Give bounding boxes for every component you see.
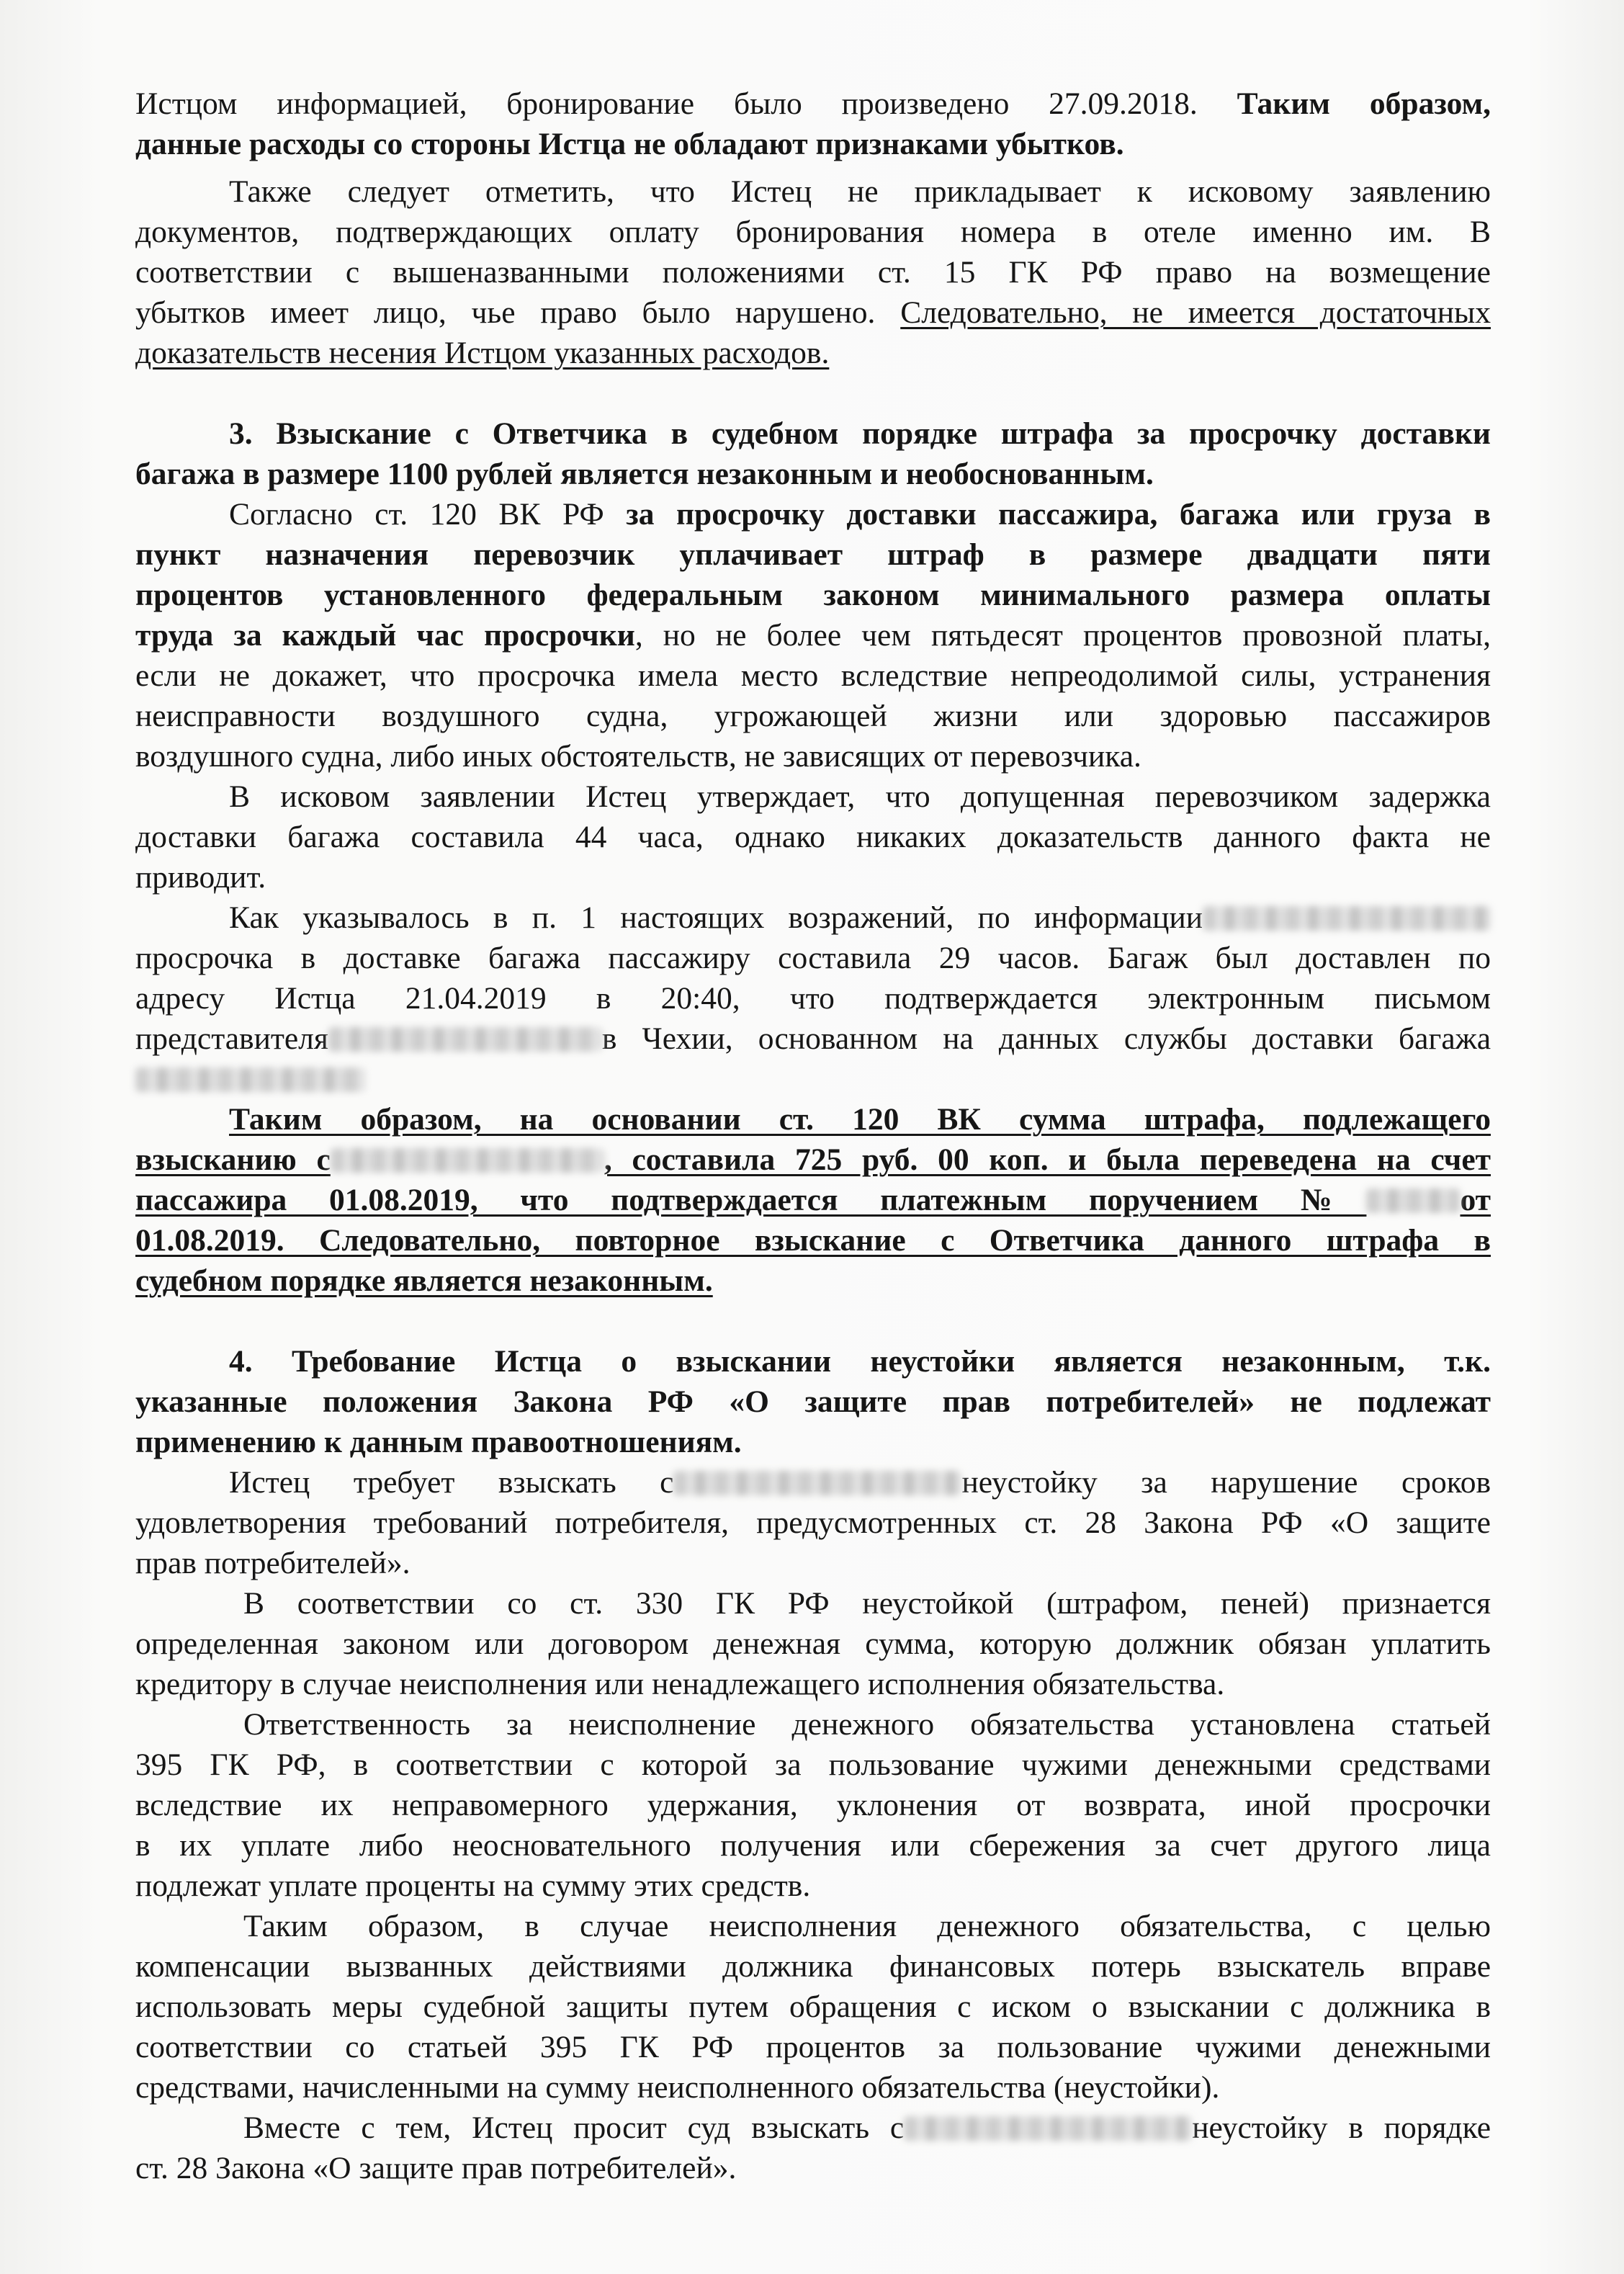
section-heading: 4. Требование Истца о взыскании неустойки является незаконным, т.к. (229, 1344, 1491, 1379)
redacted-blur (135, 1067, 366, 1092)
bold-text-line: данные расходы со стороны Истца не обладают признаками убытков. (135, 127, 1124, 161)
text-line (135, 1019, 1491, 1059)
text-run: , но не более чем пятьдесят процентов провозной платы, (634, 618, 1491, 653)
paragraph-line: определенная законом или договором денежная сумма, которую должник обязан уплатить (135, 1626, 1491, 1661)
paragraph-line: использовать меры судебной защиты путем обращения с иском о взыскании с должника в (135, 1989, 1491, 2024)
section-heading: указанные положения Закона РФ «О защите прав потребителей» не подлежат (135, 1384, 1491, 1419)
redacted-blur (1203, 906, 1491, 931)
bold-text: Таким образом, (1237, 86, 1491, 121)
paragraph-line: соответствии с вышеназванными положениями ст. 15 ГК РФ право на возмещение (135, 255, 1491, 290)
paragraph-line: воздушного судна, либо иных обстоятельств, не зависящих от перевозчика. (135, 739, 1141, 774)
text-line (229, 897, 1491, 938)
paragraph-line: доставки багажа составила 44 часа, однако никаких доказательств данного факта не (135, 820, 1491, 854)
paragraph-line: адресу Истца 21.04.2019 в 20:40, что подтверждается электронным письмом (135, 981, 1491, 1016)
paragraph-line: если не докажет, что просрочка имела место вследствие непреодолимой силы, устранения (135, 658, 1491, 693)
paragraph-line: компенсации вызванных действиями должника финансовых потерь взыскатель вправе (135, 1949, 1491, 1984)
redacted-blur (673, 1471, 961, 1495)
text-line (229, 1099, 1491, 1140)
text-line (135, 1220, 1491, 1261)
paragraph-line: Таким образом, в случае неисполнения денежного обязательства, с целью (243, 1909, 1491, 1943)
text-line (135, 1180, 1491, 1220)
paragraph-line: В исковом заявлении Истец утверждает, что допущенная перевозчиком задержка (229, 779, 1491, 814)
redacted-blur (328, 1027, 602, 1052)
bold-text: труда за каждый час просрочки (135, 618, 635, 653)
paragraph-line: ст. 28 Закона «О защите прав потребителей». (135, 2151, 737, 2185)
bold-underlined-text: судебном порядке является незаконным. (135, 1263, 713, 1298)
text-run: Истец требует взыскать с (229, 1465, 674, 1500)
bold-text-line: процентов установленного федеральным законом минимального размера оплаты (135, 578, 1491, 612)
bold-text-line: пункт назначения перевозчик уплачивает штраф в размере двадцати пяти (135, 537, 1491, 572)
paragraph-line: приводит. (135, 860, 266, 895)
paragraph-line: удовлетворения требований потребителя, предусмотренных ст. 28 Закона РФ «О защите (135, 1505, 1491, 1540)
text-run: Как указывалось в п. 1 настоящих возражений, по информации (229, 900, 1203, 935)
bold-underlined-text: от (1460, 1183, 1491, 1217)
paragraph-line: подлежат уплате проценты на сумму этих средств. (135, 1868, 811, 1903)
text-line (135, 1261, 1491, 1301)
section-heading: применению к данным правоотношениям. (135, 1425, 742, 1459)
paragraph-line: вследствие их неправомерного удержания, уклонения от возврата, иной просрочки (135, 1788, 1491, 1822)
text-line (229, 1462, 1491, 1503)
paragraph-line: кредитору в случае неисполнения или ненадлежащего исполнения обязательства. (135, 1667, 1225, 1701)
text-run: Вместе с тем, Истец просит суд взыскать с (243, 2110, 905, 2145)
paragraph-line: просрочка в доставке багажа пассажиру составила 29 часов. Багаж был доставлен по (135, 941, 1491, 975)
paragraph-line: Также следует отметить, что Истец не прикладывает к исковому заявлению (229, 174, 1491, 209)
text-run: Согласно ст. 120 ВК РФ (229, 497, 627, 532)
bold-underlined-text: пассажира 01.08.2019, что подтверждается платежным поручением № (135, 1183, 1367, 1217)
redacted-blur (331, 1148, 604, 1173)
paragraph-line: прав потребителей». (135, 1546, 411, 1580)
text-line (135, 84, 1491, 124)
text-run: неустойку за нарушение сроков (961, 1465, 1491, 1500)
section-heading: багажа в размере 1100 рублей является незаконным и необоснованным. (135, 457, 1154, 491)
text-line (135, 615, 1491, 655)
text-run: убытков имеет лицо, чье право было нарушено. (135, 295, 901, 330)
bold-underlined-text: , составила 725 руб. 00 коп. и была переведена на счет (604, 1142, 1491, 1177)
bold-underlined-text: взысканию с (135, 1142, 331, 1177)
text-line (135, 292, 1491, 333)
text-run: в Чехии, основанном на данных службы доставки багажа (601, 1021, 1491, 1056)
underlined-text: Следовательно, не имеется достаточных (900, 295, 1491, 330)
paragraph-line: 395 ГК РФ, в соответствии с которой за пользование чужими денежными средствами (135, 1747, 1491, 1782)
paragraph-line: неисправности воздушного судна, угрожающей жизни или здоровью пассажиров (135, 699, 1491, 733)
paragraph-line: в их уплате либо неосновательного получения или сбережения за счет другого лица (135, 1828, 1491, 1863)
redacted-blur (904, 2116, 1192, 2141)
paragraph-line: В соответствии со ст. 330 ГК РФ неустойкой (штрафом, пеней) признается (243, 1586, 1491, 1621)
paragraph-line: средствами, начисленными на сумму неисполненного обязательства (неустойки). (135, 2070, 1220, 2105)
redacted-blur (1366, 1189, 1460, 1213)
paragraph-line: соответствии со статьей 395 ГК РФ процентов за пользование чужими денежными (135, 2030, 1491, 2064)
underlined-text: доказательств несения Истцом указанных расходов. (135, 336, 830, 370)
text-line (243, 2108, 1491, 2148)
text-run: представителя (135, 1021, 328, 1056)
text-run: Истцом информацией, бронирование было произведено 27.09.2018. (135, 86, 1237, 121)
text-line (135, 333, 1491, 373)
bold-underlined-text: 01.08.2019. Следовательно, повторное взыскание с Ответчика данного штрафа в (135, 1223, 1491, 1258)
paragraph-line: Ответственность за неисполнение денежного обязательства установлена статьей (243, 1707, 1491, 1742)
bold-underlined-text: Таким образом, на основании ст. 120 ВК сумма штрафа, подлежащего (229, 1102, 1491, 1137)
text-line (135, 1140, 1491, 1180)
text-line (229, 494, 1491, 534)
text-run: неустойку в порядке (1192, 2110, 1491, 2145)
text-line (135, 1059, 1491, 1099)
section-heading: 3. Взыскание с Ответчика в судебном порядке штрафа за просрочку доставки (229, 416, 1491, 451)
paragraph-line: документов, подтверждающих оплату бронирования номера в отеле именно им. В (135, 215, 1491, 249)
bold-text: за просрочку доставки пассажира, багажа или груза в (626, 497, 1491, 532)
